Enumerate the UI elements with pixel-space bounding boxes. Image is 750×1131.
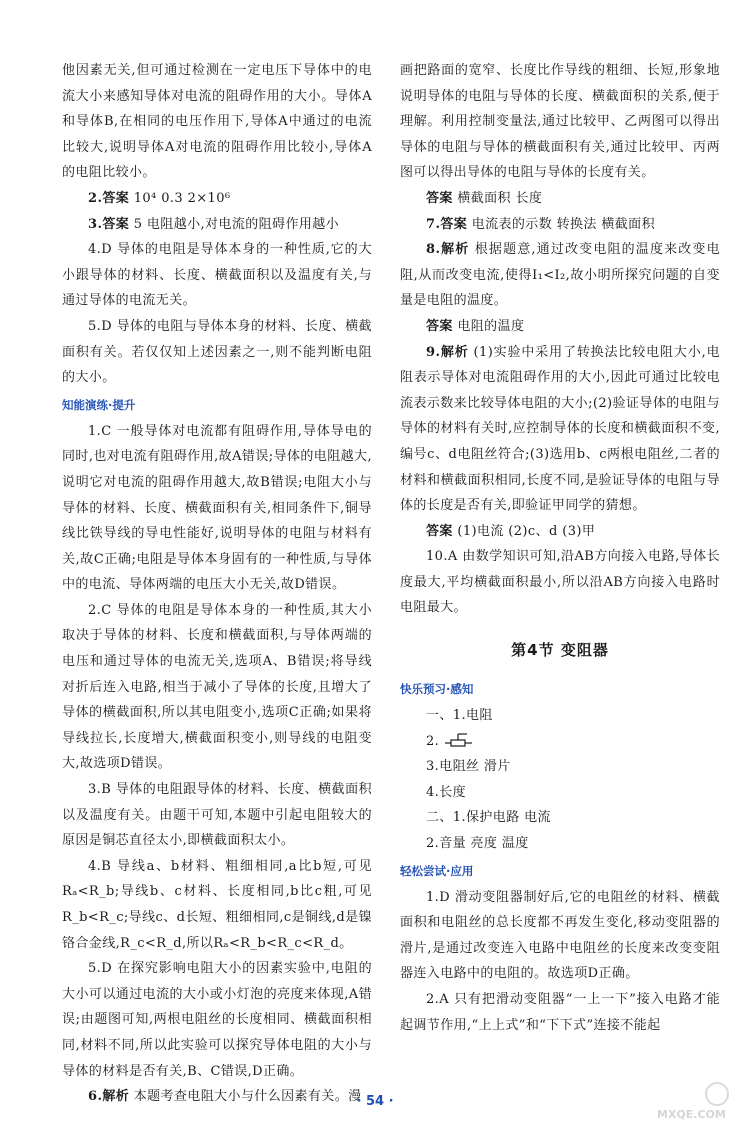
- text-paragraph: 1.C 一般导体对电流都有阻碍作用,导体导电的同时,也对电流有阻碍作用,故A错误;导体的电阻越大,说明它对电流的阻碍作用越大,故B错误;电阻大小与导体的材料、长度、横截面积有关,相同条件下,铜导线比铁导线的导电性能好,说明导体的电阻与材料有关,故C正确;电阻是导体本身固有的一种性质,与导体中的电流、导体两端的电压大小无关,故D错误。: [62, 423, 372, 593]
- text-paragraph: 1.D 滑动变阻器制好后,它的电阻丝的材料、横截面积和电阻丝的总长度都不再发生变化,移动变阻器的滑片,是通过改变连入电路中电阻丝的长度来改变变阻器连入电路中的电阻的。故选项D正确。: [400, 889, 720, 982]
- answer-keyword: 9.解析: [426, 344, 469, 360]
- text-paragraph: 8.解析 根据题意,通过改变电阻的温度来改变电阻,从而改变电流,使得I₁<I₂,故小明所探究问题的自变量是电阻的温度。: [400, 242, 720, 309]
- text-paragraph: 答案 (1)电流 (2)c、d (3)甲: [426, 523, 596, 539]
- right-column: [400, 58, 720, 1038]
- answer-keyword: 答案: [426, 523, 453, 539]
- text-paragraph: 答案 横截面积 长度: [426, 190, 543, 206]
- left-column: [62, 58, 372, 1110]
- text-paragraph: 2.A 只有把滑动变阻器“一上一下”接入电路才能起调节作用,“上上式”和“下下式”连接不能起: [400, 992, 720, 1033]
- answer-keyword: 6.解析: [88, 1089, 130, 1105]
- answer-label: 2.: [426, 733, 440, 749]
- text-paragraph: 4.D 导体的电阻是导体本身的一种性质,它的大小跟导体的材料、长度、横截面积以及温度有关,与通过导体的电流无关。: [62, 242, 372, 309]
- page-number: · 54 ·: [356, 1094, 394, 1109]
- text-paragraph: 画把路面的宽窄、长度比作导线的粗细、长短,形象地说明导体的电阻与导体的长度、横截面积的关系,便于理解。利用控制变量法,通过比较甲、乙两图可以得出导体的电阻与导体的横截面积有关,通过比较甲、丙两图可以得出导体的电阻与导体的长度有关。: [400, 63, 720, 181]
- text-paragraph: 一、1.电阻: [426, 708, 493, 724]
- section-label: 快乐预习·感知: [400, 682, 474, 697]
- answer-keyword: 答案: [426, 190, 453, 206]
- section-label: 知能演练·提升: [62, 397, 136, 412]
- text-paragraph: 6.解析 本题考查电阻大小与什么因素有关。漫: [88, 1089, 362, 1105]
- text-paragraph: 他因素无关,但可通过检测在一定电压下导体中的电流大小来感知导体对电流的阻碍作用的大小。导体A和导体B,在相同的电压作用下,导体A中通过的电流比较大,说明导体A对电流的阻碍作用比较小,导体A的电阻比较小。: [62, 63, 372, 181]
- text-paragraph: 5.D 在探究影响电阻大小的因素实验中,电阻的大小可以通过电流的大小或小灯泡的亮度来体现,A错误;由题图可知,两根电阻丝的长度相同、横截面积相同,材料不同,所以此实验可以探究导体电阻的大小与导体的材料是否有关,B、C错误,D正确。: [62, 961, 372, 1079]
- section-label: 轻松尝试·应用: [400, 863, 474, 878]
- text-paragraph: 答案 电阻的温度: [426, 318, 525, 334]
- text-paragraph: 2.音量 亮度 温度: [426, 836, 529, 852]
- text-paragraph: 3.电阻丝 滑片: [426, 759, 511, 775]
- text-paragraph: 2.C 导体的电阻是导体本身的一种性质,其大小取决于导体的材料、长度和横截面积,与导体两端的电压和通过导体的电流无关,选项A、B错误;将导线对折后连入电路,相当于减小了导体的长度,且增大了导体的横截面积,所以其电阻变小,选项C正确;如果将导线拉长,长度增大,横截面积变小,则导线的电阻变大,故选项D错误。: [62, 602, 372, 772]
- answer-keyword: 8.解析: [426, 242, 470, 258]
- text-paragraph: 5.D 导体的电阻与导体本身的材料、长度、横截面积有关。若仅仅知上述因素之一,则不能判断电阻的大小。: [62, 318, 372, 386]
- text-paragraph: 10.A 由数学知识可知,沿AB方向接入电路,导体长度最大,平均横截面积最小,所以沿AB方向接入电路时电阻最大。: [400, 549, 720, 616]
- text-paragraph: 3.答案 5 电阻越小,对电流的阻碍作用越小: [88, 216, 340, 232]
- text-paragraph: 9.解析 (1)实验中采用了转换法比较电阻大小,电阻表示导体对电流阻碍作用的大小,因此可通过比较电流表示数来比较导体电阻的大小;(2)验证导体的电阻与导体的材料有关时,应控制导体的长度和横截面积不变,编号c、d电阻丝符合;(3)选用b、c两根电阻丝,二者的材料和横截面积相同,长度不同,是验证导体的电阻与导体的长度是否有关,即验证甲同学的猜想。: [400, 344, 720, 514]
- text-paragraph: 二、1.保护电路 电流: [426, 810, 551, 826]
- text-paragraph: 2.答案 10⁴ 0.3 2×10⁶: [88, 190, 231, 206]
- watermark-logo: [655, 1080, 735, 1124]
- answer-keyword: 3.答案: [88, 216, 130, 232]
- answer-keyword: 7.答案: [426, 216, 468, 232]
- answer-keyword: 2.答案: [88, 190, 130, 206]
- text-paragraph: 4.长度: [426, 784, 467, 800]
- text-paragraph: 7.答案 电流表的示数 转换法 横截面积: [426, 216, 655, 232]
- answer-keyword: 答案: [426, 318, 453, 334]
- svg-text:MXQE.COM: MXQE.COM: [657, 1108, 726, 1121]
- answer-with-rheostat-symbol: [400, 729, 720, 755]
- text-paragraph: 3.B 导体的电阻跟导体的材料、长度、横截面积以及温度有关。由题干可知,本题中引起电阻较大的原因是铜芯直径太小,即横截面积太小。: [62, 782, 372, 849]
- text-paragraph: 4.B 导线a、b材料、粗细相同,a比b短,可见Rₐ<R_b;导线b、c材料、长度相同,b比c粗,可见R_b<R_c;导线c、d长短、粗细相同,c是铜线,d是镍铬合金线,R_c<R_d,所以Rₐ<R_b<R_c<R_d。: [62, 858, 372, 951]
- rheostat-symbol-icon: [445, 732, 473, 750]
- section-heading: 第4节 变阻器: [511, 641, 609, 660]
